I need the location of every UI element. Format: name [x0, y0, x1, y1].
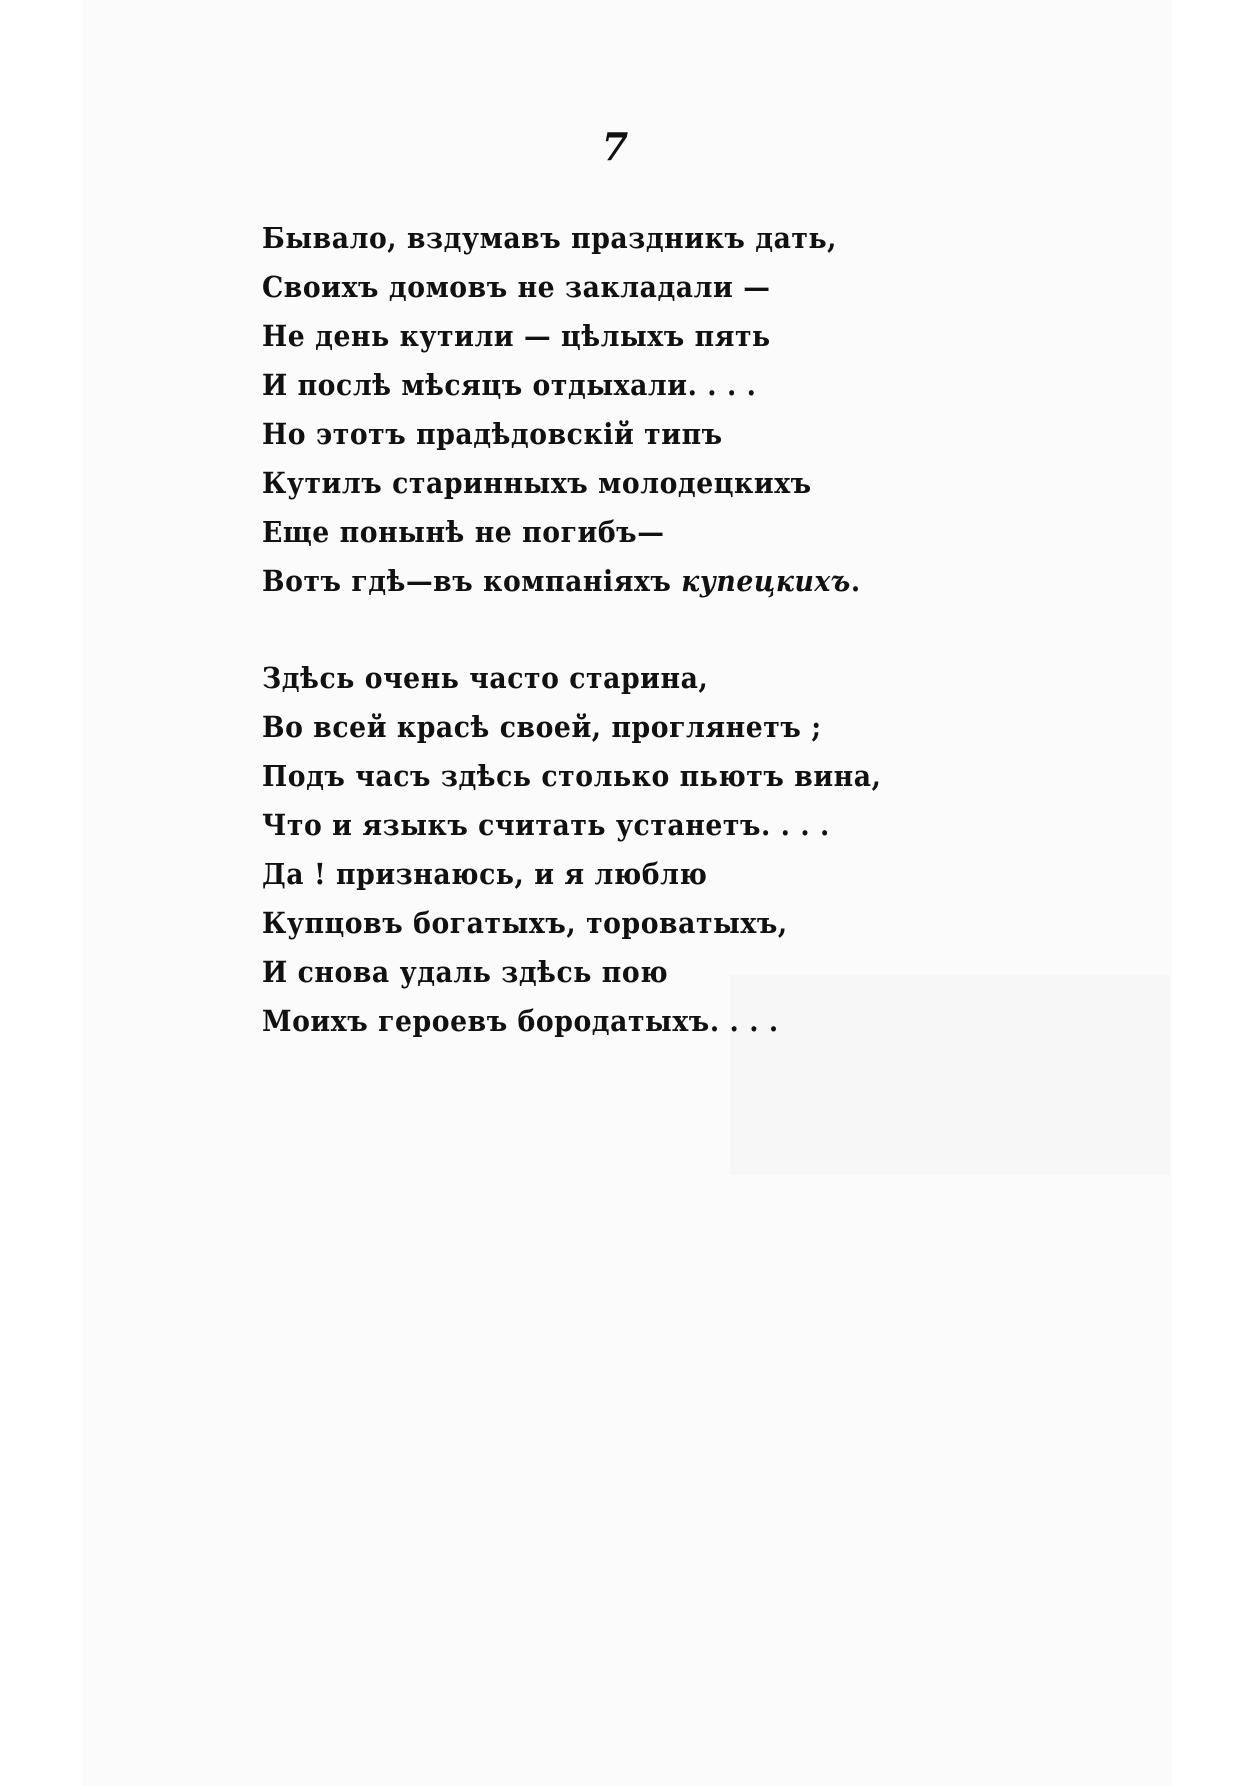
poem-stanza-1: [262, 214, 913, 606]
verse-line-last: [262, 557, 861, 606]
verse-line: Во всей красѣ своей, проглянетъ ;: [262, 710, 822, 744]
verse-line: И снова удаль здѣсь пою: [262, 955, 669, 989]
verse-line: И послѣ мѣсяцъ отдыхали. . . .: [262, 368, 757, 402]
page-number: 7: [601, 124, 629, 169]
verse-line: Подъ часъ здѣсь столько пьютъ вина,: [262, 759, 882, 793]
verse-line: Бывало, вздумавъ праздникъ дать,: [262, 221, 838, 255]
verse-line: Своихъ домовъ не закладали —: [262, 270, 771, 304]
line-end-punctuation: .: [850, 564, 861, 598]
verse-line-text: Вотъ гдѣ—въ компаніяхъ: [262, 564, 672, 598]
italic-word: купецкихъ: [681, 564, 851, 598]
verse-line: Здѣсь очень часто старина,: [262, 661, 709, 695]
verse-line: Не день кутили — цѣлыхъ пять: [262, 319, 771, 353]
verse-line: Что и языкъ считать устанетъ. . . .: [262, 808, 830, 842]
verse-line: Да ! признаюсь, и я люблю: [262, 857, 708, 891]
verse-line: Еще понынѣ не погибъ—: [262, 515, 665, 549]
verse-line: Купцовъ богатыхъ, тороватыхъ,: [262, 906, 788, 940]
poem-stanza-2: [262, 654, 935, 1046]
verse-line: Моихъ героевъ бородатыхъ. . . .: [262, 1004, 779, 1038]
verse-line: Но этотъ прадѣдовскій типъ: [262, 417, 723, 451]
verse-line: Кутилъ старинныхъ молодецкихъ: [262, 466, 812, 500]
